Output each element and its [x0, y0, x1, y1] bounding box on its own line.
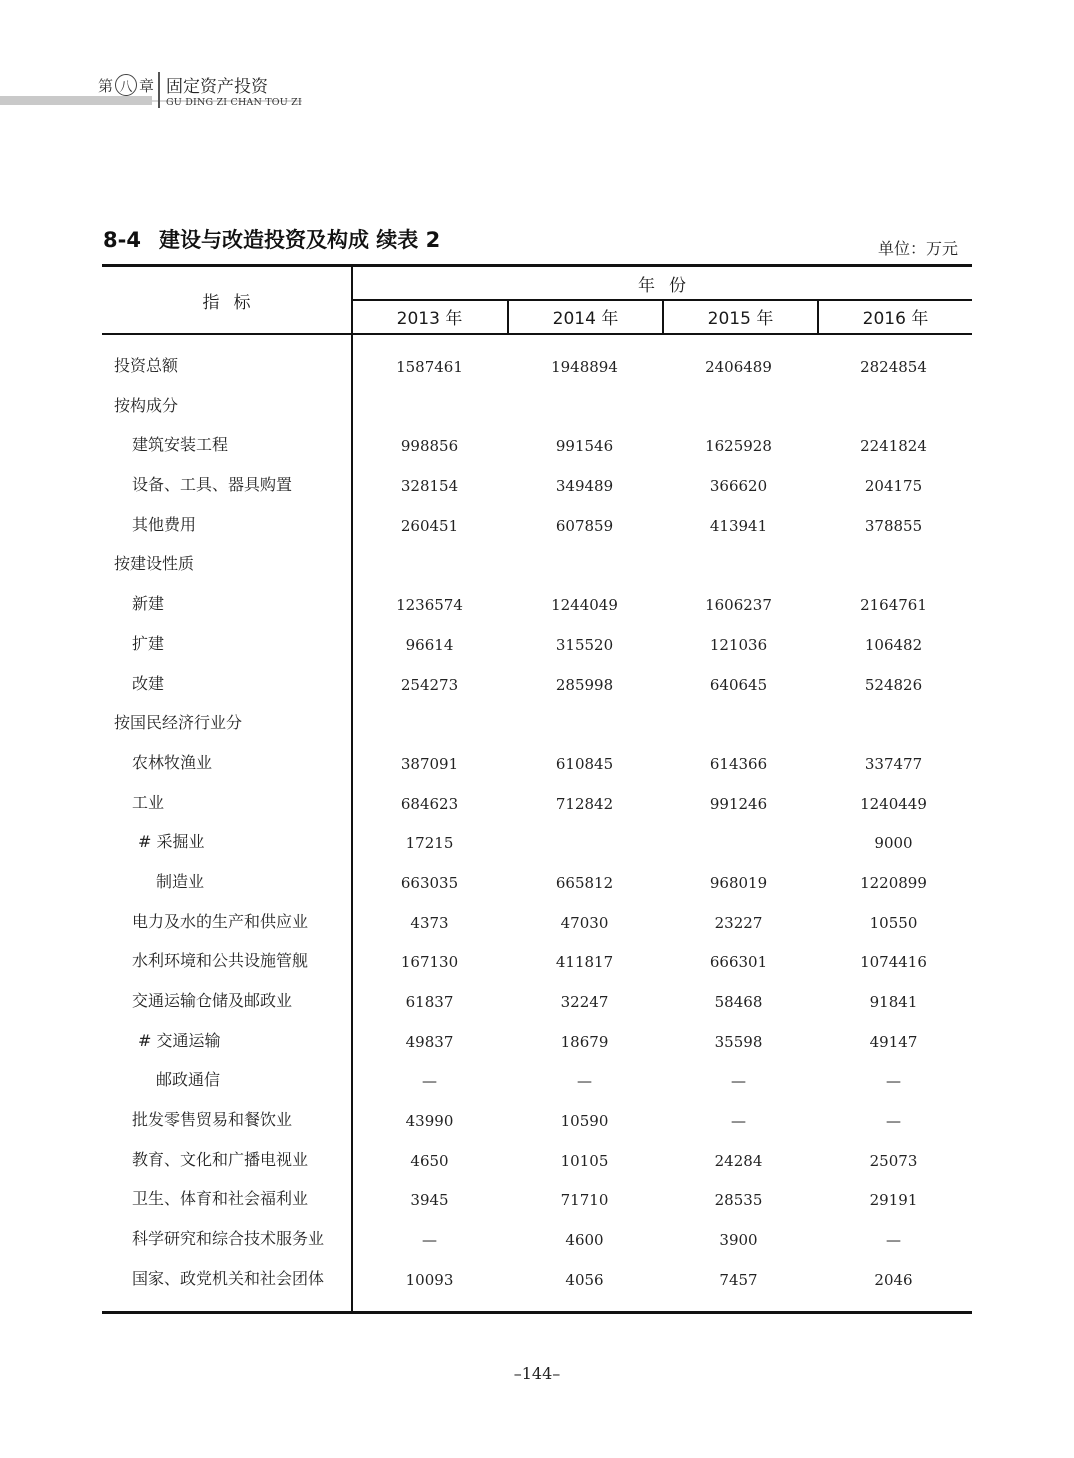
cell-value [661, 824, 816, 864]
cell-value: 43990 [405, 1112, 454, 1131]
chapter-number: 八 [115, 74, 137, 96]
cell-value: 666301 [709, 953, 768, 972]
cell-value: 1244049 [551, 596, 618, 615]
cell-value: 3945 [410, 1191, 449, 1210]
cell-value: 91841 [869, 993, 918, 1011]
cell-value: 58468 [714, 993, 763, 1011]
cell-value: 4650 [410, 1151, 449, 1170]
table-row [102, 346, 972, 386]
chapter-badge [92, 72, 160, 98]
table-row [102, 902, 972, 942]
table-row [102, 465, 972, 505]
row-label: 扩建 [132, 633, 165, 653]
cell-value: 28535 [714, 1191, 763, 1210]
cell-value [816, 705, 971, 745]
cell-value: 968019 [709, 873, 768, 892]
table-body [102, 346, 972, 1299]
cell-value: 285998 [555, 675, 614, 694]
cell-value: 998856 [400, 437, 459, 456]
table-row [102, 1100, 972, 1140]
table-number: 8-4 [103, 228, 141, 252]
row-label: 按构成分 [114, 395, 179, 415]
cell-value: 663035 [400, 873, 459, 892]
cell-value: 4056 [565, 1270, 604, 1289]
table-row [102, 703, 972, 743]
cell-value [816, 388, 971, 428]
row-label: 国家、政党机关和社会团体 [132, 1268, 325, 1288]
row-label: 按建设性质 [114, 554, 195, 574]
table-row [102, 1179, 972, 1219]
chapter-title: 固定资产投资 [166, 77, 268, 97]
cell-value: — [731, 1072, 746, 1091]
row-label: 投资总额 [114, 356, 179, 375]
cell-value: 991246 [709, 794, 768, 813]
cell-value: 607859 [555, 516, 614, 535]
cell-value: 387091 [400, 754, 459, 773]
year-header-2015: 2015 年 [707, 309, 774, 329]
cell-value: — [731, 1112, 746, 1131]
cell-value: 524826 [864, 675, 923, 694]
table-row [102, 624, 972, 664]
table-row [102, 822, 972, 862]
row-label: # 交通运输 [138, 1030, 221, 1050]
table-row [102, 1259, 972, 1299]
cell-value: 328154 [400, 477, 459, 496]
cell-value: 712842 [555, 794, 614, 813]
row-header-label: 指标 [202, 292, 265, 313]
year-header-2013: 2013 年 [396, 309, 463, 329]
table-row [102, 544, 972, 584]
cell-value [507, 705, 662, 745]
row-label: # 采掘业 [138, 832, 205, 852]
cell-value: 3900 [719, 1231, 758, 1250]
table-unit: 单位：万元 [877, 239, 958, 258]
cell-value: 1587461 [396, 358, 463, 376]
year-group-header: 年份 [638, 275, 700, 296]
cell-value: 1236574 [396, 596, 463, 615]
page-number: –144– [513, 1364, 561, 1383]
cell-value [352, 705, 507, 745]
cell-value: 204175 [864, 477, 923, 496]
cell-value: 61837 [405, 993, 454, 1011]
table-header-rule [102, 333, 972, 335]
cell-value [661, 388, 816, 428]
table-bottom-rule [102, 1311, 972, 1314]
cell-value: 610845 [555, 754, 614, 773]
cell-value: 106482 [864, 635, 923, 654]
cell-value: 254273 [400, 675, 459, 694]
table-row [102, 425, 972, 465]
cell-value: 684623 [400, 794, 459, 813]
table-title [103, 224, 440, 254]
cell-value: 2046 [874, 1270, 913, 1289]
cell-value: 2241824 [860, 437, 927, 456]
cell-value: 4600 [565, 1231, 604, 1250]
cell-value: 10550 [869, 913, 918, 932]
chapter-subtitle: GU DING ZI CHAN TOU ZI [166, 97, 302, 108]
row-label: 卫生、体育和社会福利业 [132, 1189, 309, 1209]
cell-value: 349489 [555, 477, 614, 496]
cell-value: 413941 [709, 516, 768, 535]
cell-value: 25073 [869, 1151, 918, 1170]
cell-value: 7457 [719, 1270, 758, 1289]
cell-value [352, 546, 507, 586]
cell-value: 1240449 [860, 794, 927, 813]
cell-value: 1606237 [705, 596, 772, 615]
row-label: 工业 [132, 792, 165, 812]
table-row [102, 1140, 972, 1180]
row-label: 科学研究和综合技术服务业 [132, 1229, 325, 1249]
cell-value [661, 705, 816, 745]
row-label: 其他费用 [132, 514, 197, 534]
cell-value [507, 824, 662, 864]
cell-value: 23227 [714, 913, 763, 932]
cell-value: 29191 [869, 1191, 918, 1210]
cell-value: 337477 [864, 754, 923, 773]
cell-value: 1948894 [551, 358, 618, 376]
cell-value: — [886, 1072, 901, 1091]
row-label: 交通运输仓储及邮政业 [132, 991, 293, 1010]
cell-value: 315520 [555, 635, 614, 654]
cell-value [816, 546, 971, 586]
row-label: 按国民经济行业分 [114, 713, 243, 733]
table-row [102, 981, 972, 1021]
chapter-prefix: 第 [98, 76, 114, 95]
cell-value: 378855 [864, 516, 923, 535]
cell-value: 24284 [714, 1151, 763, 1170]
table-row [102, 505, 972, 545]
cell-value [661, 546, 816, 586]
row-label: 建筑安装工程 [132, 435, 229, 455]
cell-value: 2164761 [860, 596, 927, 615]
cell-value: 260451 [400, 516, 459, 535]
cell-value: 49147 [869, 1032, 918, 1051]
table-row [102, 1219, 972, 1259]
cell-value: 411817 [555, 953, 614, 972]
table-row [102, 743, 972, 783]
cell-value: 1625928 [705, 437, 772, 456]
cell-value: 665812 [555, 873, 614, 892]
row-label: 新建 [132, 594, 165, 614]
table-title-text: 建设与改造投资及构成 续表 2 [158, 228, 441, 252]
row-label: 改建 [132, 673, 165, 693]
year-header-2016: 2016 年 [862, 309, 929, 329]
table-row [102, 584, 972, 624]
cell-value: 49837 [405, 1032, 454, 1051]
cell-value: 1074416 [860, 953, 927, 972]
cell-value: 10093 [405, 1270, 454, 1289]
row-label: 邮政通信 [156, 1070, 221, 1090]
cell-value: 47030 [560, 913, 609, 932]
cell-value [507, 546, 662, 586]
table-row [102, 1060, 972, 1100]
cell-value: 18679 [560, 1032, 609, 1051]
table-row [102, 386, 972, 426]
year-header-2014: 2014 年 [552, 309, 619, 329]
header-divider [158, 72, 160, 108]
row-label: 水利环境和公共设施管舰 [132, 951, 309, 971]
row-label: 电力及水的生产和供应业 [132, 911, 309, 931]
cell-value: — [886, 1231, 901, 1250]
row-label: 农林牧渔业 [132, 752, 213, 772]
table-row [102, 664, 972, 704]
row-label: 制造业 [156, 871, 205, 891]
cell-value: 614366 [709, 754, 768, 773]
cell-value: 167130 [400, 953, 459, 972]
cell-value [352, 388, 507, 428]
cell-value: 366620 [709, 477, 768, 496]
cell-value: — [422, 1231, 437, 1250]
table-row [102, 941, 972, 981]
row-label: 批发零售贸易和餐饮业 [132, 1110, 293, 1130]
cell-value: — [886, 1112, 901, 1131]
cell-value: 10590 [560, 1112, 609, 1131]
cell-value: 96614 [405, 635, 454, 654]
row-label: 教育、文化和广播电视业 [132, 1149, 309, 1169]
cell-value: 1220899 [860, 873, 927, 892]
table-row [102, 783, 972, 823]
table-row [102, 1021, 972, 1061]
cell-value: — [577, 1072, 592, 1091]
chapter-suffix: 章 [139, 76, 155, 95]
cell-value: 2824854 [860, 358, 927, 376]
cell-value: 2406489 [705, 358, 772, 376]
cell-value: 32247 [560, 993, 609, 1011]
cell-value: 17215 [405, 834, 454, 853]
cell-value: 991546 [555, 437, 614, 456]
cell-value: 4373 [410, 913, 449, 932]
cell-value: — [422, 1072, 437, 1091]
cell-value: 121036 [709, 635, 768, 654]
cell-value: 71710 [560, 1191, 609, 1210]
row-label: 设备、工具、器具购置 [132, 475, 293, 495]
cell-value: 10105 [560, 1151, 609, 1170]
cell-value: 9000 [874, 834, 913, 853]
cell-value [507, 388, 662, 428]
cell-value: 640645 [709, 675, 768, 694]
table-row [102, 862, 972, 902]
cell-value: 35598 [714, 1032, 763, 1051]
